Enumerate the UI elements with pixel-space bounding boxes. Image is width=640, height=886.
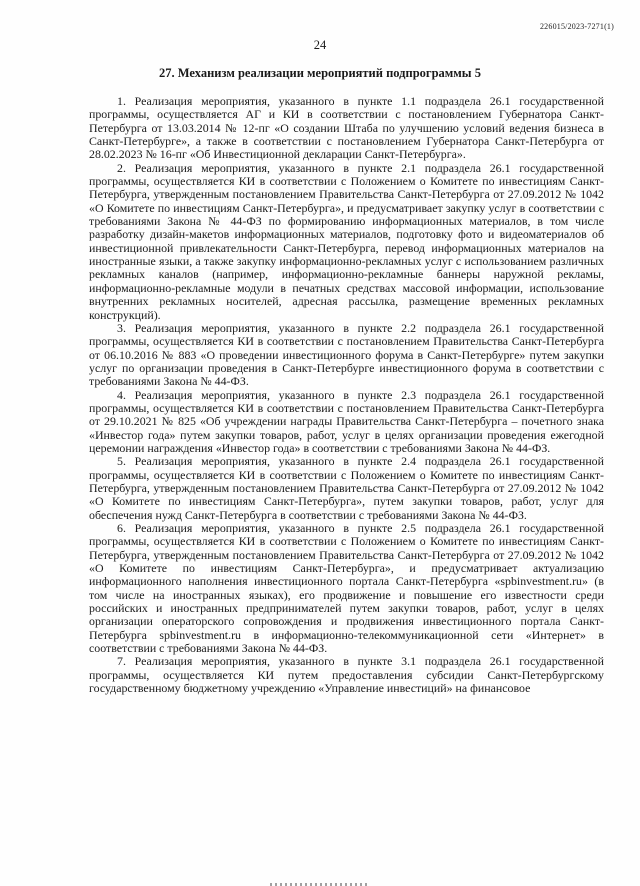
paragraph-2: 2. Реализация мероприятия, указанного в пункте 2.1 подраздела 26.1 государственной программы, осуществляется КИ в соответствии с Положением о Комитете по инвестициям Санкт-Петербурга, утвержденным постановлением Правительства Санкт-Петербурга от 27.09.2012 № 1042 «О Комитете по инвестициям Санкт-Петербурга», и предусматривает закупку услуг в соответствии с требованиями Закона № 44-ФЗ по формированию информационных материалов, в том числе разработку дизайн-макетов информационных материалов, подготовку фото и видеоматериалов об инвестиционной привлекательности Санкт-Петербурга, перевод информационных материалов на иностранные языки, а также закупку информационно-рекламных услуг с использованием различных рекламных каналов (например, информационно-рекламные баннеры наружной рекламы, информационно-рекламные модули в печатных средствах массовой информации, использование внутренних рекламных носителей, адресная рассылка, размещение временных рекламных конструкций). <box>89 160 604 322</box>
section-title: 27. Механизм реализации мероприятий подпрограммы 5 <box>159 66 481 80</box>
paragraph-1: 1. Реализация мероприятия, указанного в пункте 1.1 подраздела 26.1 государственной программы, осуществляется АГ и КИ в соответствии с постановлением Губернатора Санкт-Петербурга от 13.03.2014 № 12-пг «О создании Штаба по улучшению условий ведения бизнеса в Санкт-Петербурге», а также в соответствии с постановлением Губернатора Санкт-Петербурга от 28.02.2023 № 16-пг «Об Инвестиционной декларации Санкт-Петербурга». <box>89 94 604 162</box>
paragraph-5: 5. Реализация мероприятия, указанного в пункте 2.4 подраздела 26.1 государственной программы, осуществляется КИ в соответствии с Положением о Комитете по инвестициям Санкт-Петербурга, утвержденным постановлением Правительства Санкт-Петербурга от 27.09.2012 № 1042 «О Комитете по инвестициям Санкт-Петербурга», путем закупки товаров, работ, услуг для обеспечения нужд Санкт-Петербурга в соответствии с требованиями Закона № 44-ФЗ. <box>89 454 604 522</box>
paragraph-4: 4. Реализация мероприятия, указанного в пункте 2.3 подраздела 26.1 государственной программы, осуществляется КИ в соответствии с постановлением Правительства Санкт-Петербурга от 29.10.2021 № 825 «Об учреждении награды Правительства Санкт-Петербурга – почетного знака «Инвестор года» путем закупки товаров, работ, услуг в целях организации проведения ежегодной церемонии награждения «Инвестор года» в соответствии с требованиями Закона № 44-ФЗ. <box>89 387 604 455</box>
page-number: 24 <box>313 38 327 52</box>
document-registration-number: 226015/2023-7271(1) <box>539 22 614 31</box>
document-body <box>89 95 604 695</box>
paragraph-7: 7. Реализация мероприятия, указанного в пункте 3.1 подраздела 26.1 государственной программы, осуществляется КИ путем предоставления субсидии Санкт-Петербургскому государственному бюджетному учреждению «Управление инвестиций» на финансовое <box>89 654 604 696</box>
paragraph-3: 3. Реализация мероприятия, указанного в пункте 2.2 подраздела 26.1 государственной программы, осуществляется КИ в соответствии с постановлением Правительства Санкт-Петербурга от 06.10.2016 № 883 «О проведении инвестиционного форума в Санкт-Петербурге» путем закупки услуг по организации проведения в Санкт-Петербурге инвестиционного форума в соответствии с требованиями Закона № 44-ФЗ. <box>89 320 604 389</box>
paragraph-6: 6. Реализация мероприятия, указанного в пункте 2.5 подраздела 26.1 государственной программы, осуществляется КИ в соответствии с Положением о Комитете по инвестициям Санкт-Петербурга, утвержденным постановлением Правительства Санкт-Петербурга от 27.09.2012 № 1042 «О Комитете по инвестициям Санкт-Петербурга», и предусматривает актуализацию информационного наполнения инвестиционного портала Санкт-Петербурга «spbinvestment.ru» (в том числе на иностранных языках), его продвижение и повышение его известности среди российских и иностранных предпринимателей путем закупки товаров, работ, услуг в целях организации операторского сопровождения и продвижения инвестиционного портала Санкт-Петербурга spbinvestment.ru в информационно-телекоммуникационной сети «Интернет» в соответствии с требованиями Закона № 44-ФЗ. <box>89 521 604 656</box>
